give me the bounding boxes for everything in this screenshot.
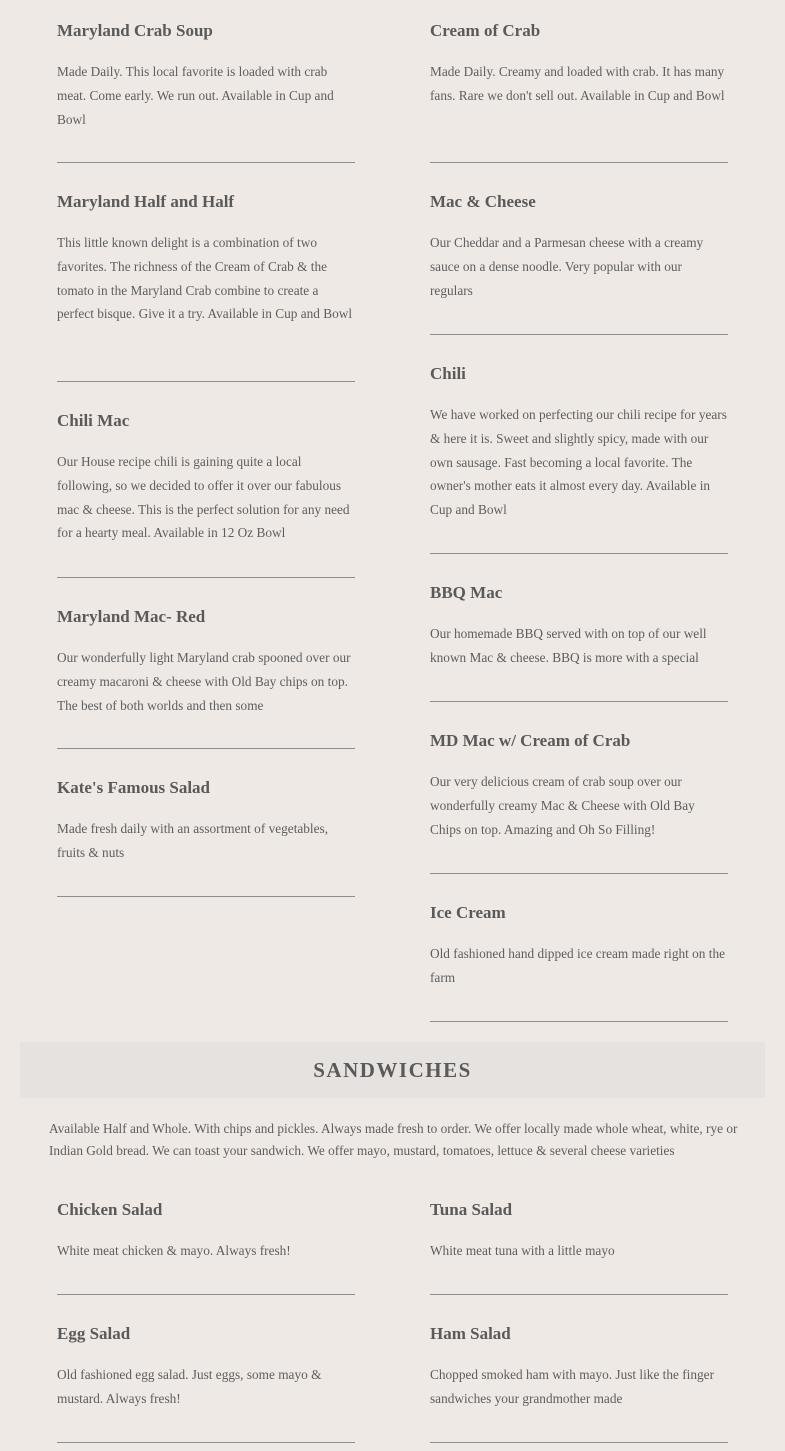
divider (430, 1021, 728, 1022)
item-description: Old fashioned egg salad. Just eggs, some mayo & mustard. Always fresh! (57, 1367, 322, 1406)
menu-item-tuna-salad (430, 1200, 728, 1263)
item-title: Chili (430, 364, 466, 383)
item-title: Chili Mac (57, 411, 130, 430)
item-description: Made Daily. Creamy and loaded with crab. It has many fans. Rare we don't sell out. Available in Cup and Bowl (430, 64, 725, 103)
item-description: White meat tuna with a little mayo (430, 1243, 615, 1258)
menu-item-maryland-crab-soup (57, 21, 355, 131)
divider (430, 334, 728, 335)
item-title: Maryland Mac- Red (57, 607, 206, 626)
divider (430, 162, 728, 163)
item-title: Maryland Crab Soup (57, 21, 213, 40)
divider (57, 162, 355, 163)
item-description: Old fashioned hand dipped ice cream made right on the farm (430, 946, 726, 985)
item-description: Our very delicious cream of crab soup over our wonderfully creamy Mac & Cheese with Old Bay Chips on top. Amazing and Oh So Filling! (430, 774, 695, 837)
divider (57, 896, 355, 897)
section-intro: Available Half and Whole. With chips and pickles. Always made fresh to order. We offer locally made whole wheat, white, rye or Indian Gold bread. We can toast your sandwich. We offer mayo, mustard, tomatoes, lettuce & several cheese varieties (49, 1121, 738, 1158)
menu-item-maryland-mac-red (57, 607, 355, 717)
menu-item-kates-famous-salad (57, 778, 355, 865)
item-title: Chicken Salad (57, 1200, 163, 1219)
item-description: Our homemade BBQ served with on top of our well known Mac & cheese. BBQ is more with a special (430, 626, 707, 665)
divider (57, 1442, 355, 1443)
menu-item-ice-cream (430, 903, 728, 990)
sandwiches-section-header (20, 1042, 765, 1098)
item-description: Our House recipe chili is gaining quite a local following, so we decided to offer it over our fabulous mac & cheese. This is the perfect solution for any need for a hearty meal. Available in 12 Oz Bowl (57, 454, 350, 541)
item-description: Our Cheddar and a Parmesan cheese with a creamy sauce on a dense noodle. Very popular with our regulars (430, 235, 704, 298)
item-description: Chopped smoked ham with mayo. Just like the finger sandwiches your grandmother made (430, 1367, 714, 1406)
item-title: Egg Salad (57, 1324, 131, 1343)
menu-item-chili-mac (57, 411, 355, 545)
item-title: Maryland Half and Half (57, 192, 235, 211)
item-description: White meat chicken & mayo. Always fresh! (57, 1243, 291, 1258)
menu-item-maryland-half-and-half (57, 192, 355, 326)
divider (430, 1442, 728, 1443)
menu-item-egg-salad (57, 1324, 355, 1411)
menu-item-cream-of-crab (430, 21, 728, 108)
item-title: BBQ Mac (430, 583, 503, 602)
divider (430, 1294, 728, 1295)
item-description: Made Daily. This local favorite is loaded with crab meat. Come early. We run out. Available in Cup and Bowl (57, 64, 334, 127)
menu-item-mac-and-cheese (430, 192, 728, 302)
divider (430, 701, 728, 702)
divider (430, 553, 728, 554)
divider (57, 577, 355, 578)
item-title: Cream of Crab (430, 21, 541, 40)
item-title: Kate's Famous Salad (57, 778, 211, 797)
item-title: Ice Cream (430, 903, 506, 922)
item-description: We have worked on perfecting our chili recipe for years & here it is. Sweet and slightly spicy, made with our own sausage. Fast becoming a local favorite. The owner's mother eats it almost every day. Available in Cup and Bowl (430, 407, 727, 518)
item-title: Tuna Salad (430, 1200, 513, 1219)
divider (57, 381, 355, 382)
menu-item-ham-salad (430, 1324, 728, 1411)
item-title: Mac & Cheese (430, 192, 536, 211)
menu-item-md-mac-cream-of-crab (430, 731, 728, 841)
menu-item-bbq-mac (430, 583, 728, 670)
divider (430, 873, 728, 874)
item-title: Ham Salad (430, 1324, 511, 1343)
item-description: Made fresh daily with an assortment of vegetables, fruits & nuts (57, 821, 329, 860)
item-description: This little known delight is a combination of two favorites. The richness of the Cream of Crab & the tomato in the Maryland Crab combine to create a perfect bisque. Give it a try. Available in Cup and Bowl (57, 235, 353, 322)
item-description: Our wonderfully light Maryland crab spooned over our creamy macaroni & cheese with Old Bay chips on top. The best of both worlds and then some (57, 650, 351, 713)
menu-item-chili (430, 364, 728, 522)
section-title: SANDWICHES (313, 1057, 472, 1082)
divider (57, 1294, 355, 1295)
divider (57, 748, 355, 749)
menu-item-chicken-salad (57, 1200, 355, 1263)
item-title: MD Mac w/ Cream of Crab (430, 731, 631, 750)
